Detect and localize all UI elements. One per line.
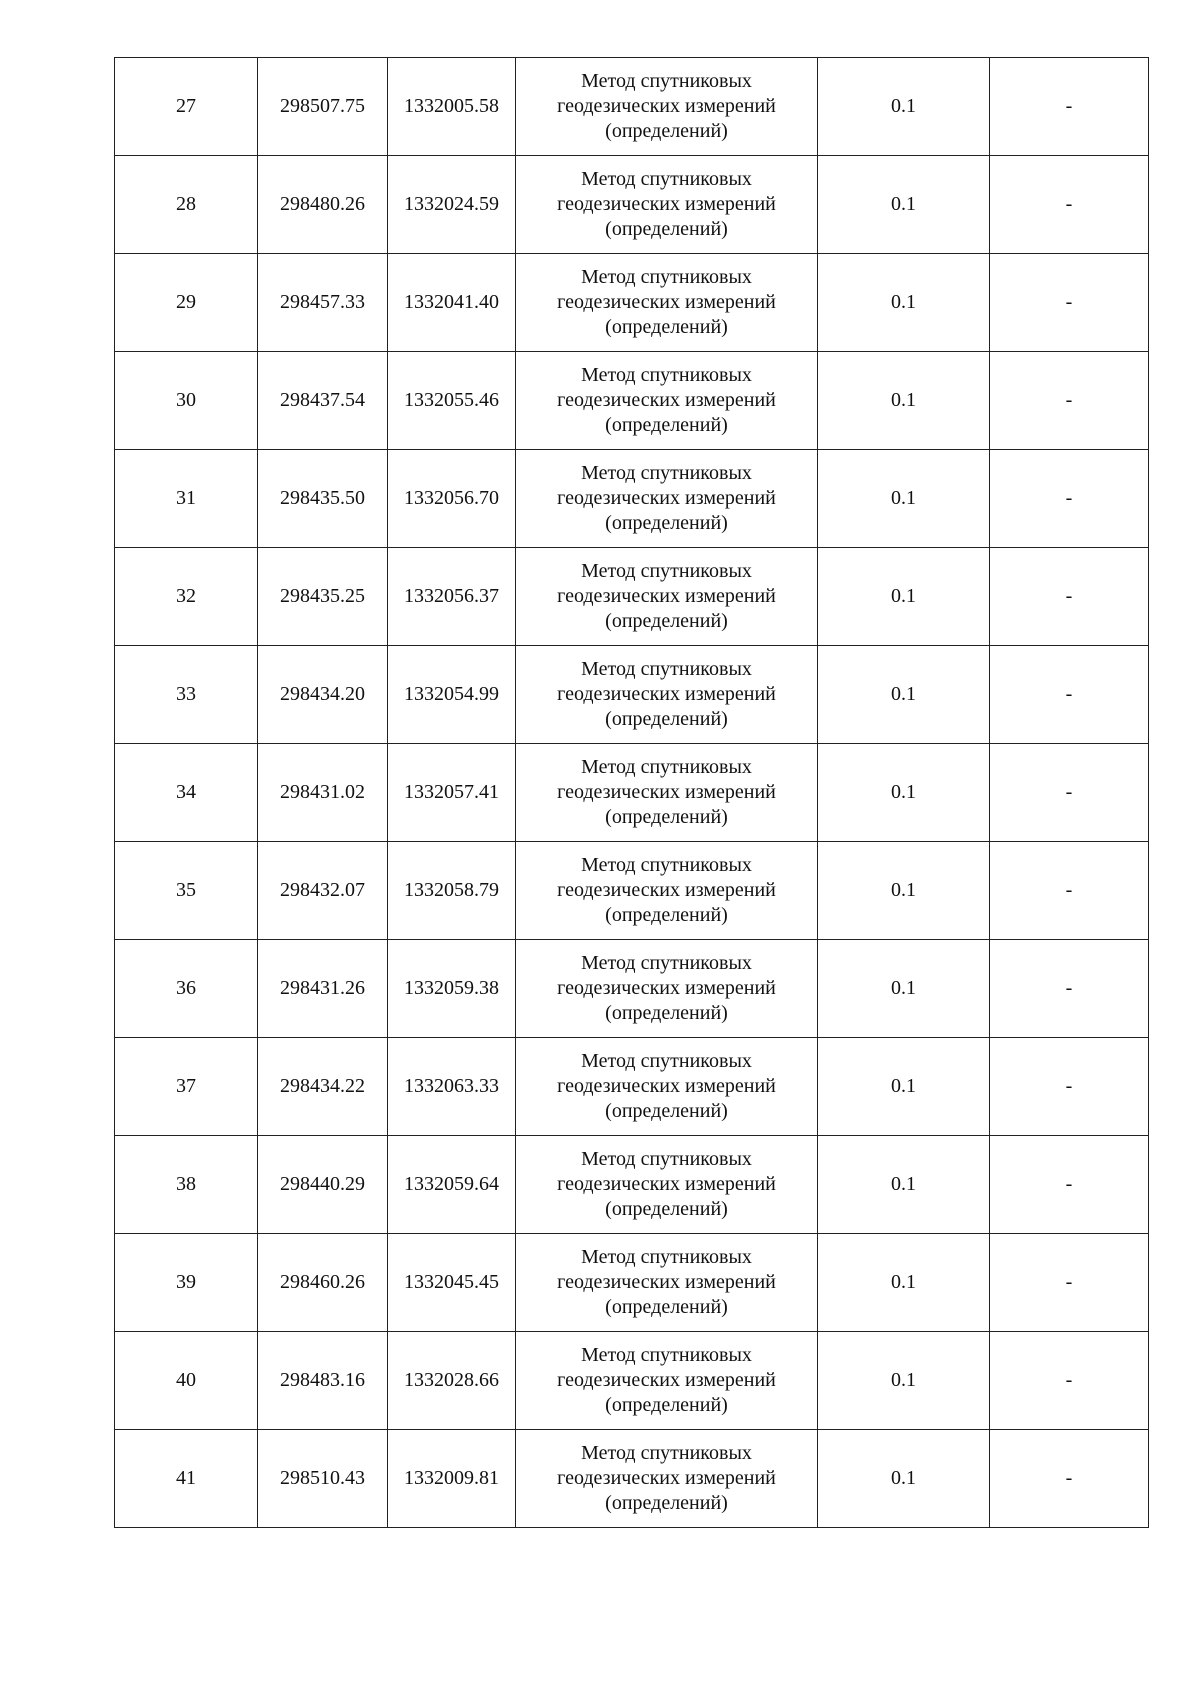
description-cell: - — [990, 744, 1149, 842]
method-text: Метод спутниковых геодезических измерений (определений) — [557, 364, 776, 436]
method-text: Метод спутниковых геодезических измерений (определений) — [557, 658, 776, 730]
accuracy-cell: 0.1 — [818, 1234, 990, 1332]
description-cell: - — [990, 156, 1149, 254]
coordinates-table — [114, 57, 1149, 1528]
y-coordinate-cell: 1332063.33 — [388, 1038, 516, 1136]
y-coordinate-cell: 1332054.99 — [388, 646, 516, 744]
description-cell: - — [990, 352, 1149, 450]
description-cell: - — [990, 940, 1149, 1038]
x-coordinate-cell: 298434.22 — [258, 1038, 388, 1136]
method-text: Метод спутниковых геодезических измерений (определений) — [557, 560, 776, 632]
point-number-cell: 40 — [115, 1332, 258, 1430]
table-row — [115, 352, 1149, 450]
x-coordinate-cell: 298510.43 — [258, 1430, 388, 1528]
point-number-cell: 37 — [115, 1038, 258, 1136]
accuracy-cell: 0.1 — [818, 842, 990, 940]
y-coordinate-cell: 1332056.70 — [388, 450, 516, 548]
method-text: Метод спутниковых геодезических измерений (определений) — [557, 1442, 776, 1514]
x-coordinate-cell: 298434.20 — [258, 646, 388, 744]
x-coordinate-cell: 298483.16 — [258, 1332, 388, 1430]
point-number-cell: 39 — [115, 1234, 258, 1332]
x-coordinate-cell: 298431.02 — [258, 744, 388, 842]
accuracy-cell: 0.1 — [818, 1332, 990, 1430]
point-number-cell: 33 — [115, 646, 258, 744]
x-coordinate-cell: 298480.26 — [258, 156, 388, 254]
y-coordinate-cell: 1332009.81 — [388, 1430, 516, 1528]
point-number-cell: 32 — [115, 548, 258, 646]
point-number-cell: 36 — [115, 940, 258, 1038]
method-text: Метод спутниковых геодезических измерений (определений) — [557, 266, 776, 338]
table-row — [115, 156, 1149, 254]
y-coordinate-cell: 1332028.66 — [388, 1332, 516, 1430]
point-number-cell: 30 — [115, 352, 258, 450]
x-coordinate-cell: 298437.54 — [258, 352, 388, 450]
method-cell — [516, 548, 818, 646]
method-cell — [516, 254, 818, 352]
description-cell: - — [990, 548, 1149, 646]
x-coordinate-cell: 298440.29 — [258, 1136, 388, 1234]
y-coordinate-cell: 1332005.58 — [388, 58, 516, 156]
y-coordinate-cell: 1332045.45 — [388, 1234, 516, 1332]
method-cell — [516, 450, 818, 548]
method-cell — [516, 352, 818, 450]
description-cell: - — [990, 1430, 1149, 1528]
method-text: Метод спутниковых геодезических измерений (определений) — [557, 1050, 776, 1122]
table-row — [115, 548, 1149, 646]
y-coordinate-cell: 1332058.79 — [388, 842, 516, 940]
point-number-cell: 38 — [115, 1136, 258, 1234]
accuracy-cell: 0.1 — [818, 744, 990, 842]
description-cell: - — [990, 646, 1149, 744]
x-coordinate-cell: 298435.25 — [258, 548, 388, 646]
method-text: Метод спутниковых геодезических измерений (определений) — [557, 70, 776, 142]
accuracy-cell: 0.1 — [818, 352, 990, 450]
y-coordinate-cell: 1332059.38 — [388, 940, 516, 1038]
method-cell — [516, 1038, 818, 1136]
method-cell — [516, 646, 818, 744]
description-cell: - — [990, 254, 1149, 352]
table-row — [115, 58, 1149, 156]
method-text: Метод спутниковых геодезических измерений (определений) — [557, 1344, 776, 1416]
description-cell: - — [990, 1332, 1149, 1430]
method-cell — [516, 1136, 818, 1234]
y-coordinate-cell: 1332055.46 — [388, 352, 516, 450]
x-coordinate-cell: 298460.26 — [258, 1234, 388, 1332]
description-cell: - — [990, 1038, 1149, 1136]
y-coordinate-cell: 1332041.40 — [388, 254, 516, 352]
point-number-cell: 28 — [115, 156, 258, 254]
point-number-cell: 35 — [115, 842, 258, 940]
table-row — [115, 940, 1149, 1038]
y-coordinate-cell: 1332024.59 — [388, 156, 516, 254]
description-cell: - — [990, 1136, 1149, 1234]
accuracy-cell: 0.1 — [818, 1136, 990, 1234]
table-row — [115, 1136, 1149, 1234]
accuracy-cell: 0.1 — [818, 940, 990, 1038]
method-text: Метод спутниковых геодезических измерений (определений) — [557, 952, 776, 1024]
description-cell: - — [990, 58, 1149, 156]
x-coordinate-cell: 298435.50 — [258, 450, 388, 548]
method-cell — [516, 1332, 818, 1430]
x-coordinate-cell: 298457.33 — [258, 254, 388, 352]
method-text: Метод спутниковых геодезических измерений (определений) — [557, 462, 776, 534]
accuracy-cell: 0.1 — [818, 58, 990, 156]
method-text: Метод спутниковых геодезических измерений (определений) — [557, 1246, 776, 1318]
method-cell — [516, 940, 818, 1038]
accuracy-cell: 0.1 — [818, 156, 990, 254]
description-cell: - — [990, 1234, 1149, 1332]
table-row — [115, 254, 1149, 352]
method-cell — [516, 156, 818, 254]
point-number-cell: 29 — [115, 254, 258, 352]
table-row — [115, 842, 1149, 940]
method-text: Метод спутниковых геодезических измерений (определений) — [557, 168, 776, 240]
accuracy-cell: 0.1 — [818, 646, 990, 744]
x-coordinate-cell: 298432.07 — [258, 842, 388, 940]
coordinates-table-body — [115, 58, 1149, 1528]
table-row — [115, 1038, 1149, 1136]
point-number-cell: 34 — [115, 744, 258, 842]
y-coordinate-cell: 1332057.41 — [388, 744, 516, 842]
table-row — [115, 1332, 1149, 1430]
table-row — [115, 646, 1149, 744]
method-text: Метод спутниковых геодезических измерений (определений) — [557, 1148, 776, 1220]
y-coordinate-cell: 1332059.64 — [388, 1136, 516, 1234]
x-coordinate-cell: 298431.26 — [258, 940, 388, 1038]
description-cell: - — [990, 450, 1149, 548]
accuracy-cell: 0.1 — [818, 450, 990, 548]
method-cell — [516, 1234, 818, 1332]
accuracy-cell: 0.1 — [818, 254, 990, 352]
point-number-cell: 27 — [115, 58, 258, 156]
accuracy-cell: 0.1 — [818, 1038, 990, 1136]
table-row — [115, 450, 1149, 548]
table-row — [115, 1234, 1149, 1332]
table-row — [115, 1430, 1149, 1528]
method-cell — [516, 842, 818, 940]
method-text: Метод спутниковых геодезических измерений (определений) — [557, 854, 776, 926]
description-cell: - — [990, 842, 1149, 940]
method-cell — [516, 1430, 818, 1528]
accuracy-cell: 0.1 — [818, 548, 990, 646]
point-number-cell: 31 — [115, 450, 258, 548]
x-coordinate-cell: 298507.75 — [258, 58, 388, 156]
point-number-cell: 41 — [115, 1430, 258, 1528]
method-cell — [516, 58, 818, 156]
accuracy-cell: 0.1 — [818, 1430, 990, 1528]
method-text: Метод спутниковых геодезических измерений (определений) — [557, 756, 776, 828]
method-cell — [516, 744, 818, 842]
table-row — [115, 744, 1149, 842]
y-coordinate-cell: 1332056.37 — [388, 548, 516, 646]
